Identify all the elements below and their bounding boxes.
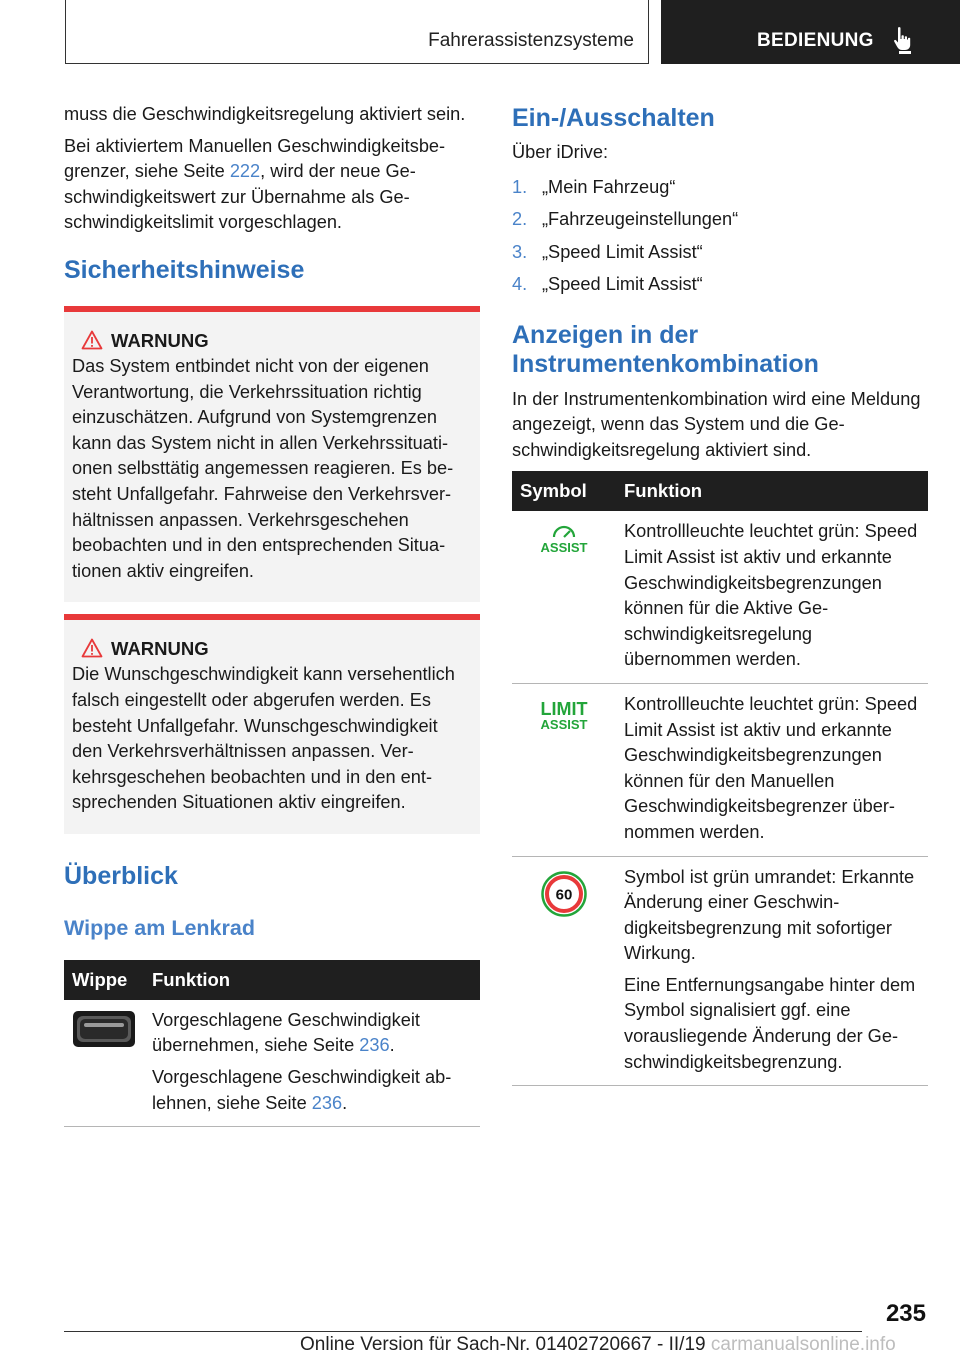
sign-description-2: Eine Entfernungsangabe hinter dem Symbol signalisiert ggf. eine vorausliegende Änderung der Geschwindigkeitsbegrenzung. bbox=[624, 974, 916, 1072]
hand-pointer-icon bbox=[893, 26, 917, 54]
intro-text-a: Bei aktiviertem Manuellen Geschwindigkeitsbegrenzer, siehe Seite bbox=[64, 135, 446, 182]
function-cell bbox=[616, 856, 928, 1086]
header-chapter-tab bbox=[661, 0, 960, 64]
warning-label: WARNUNG bbox=[111, 638, 209, 660]
intro-paragraph-2 bbox=[64, 134, 480, 236]
display-heading: Anzeigen in der Instrumentenkombination bbox=[512, 320, 819, 378]
list-item bbox=[512, 268, 928, 301]
limit-assist-description: Kontrollleuchte leuchtet grün: Speed Limit Assist ist aktiv und erkannte Geschwindigkeitsbegrenzungen können für den Manuellen Geschwindigkeitsbegrenzer übernommen werden. bbox=[624, 693, 918, 842]
function-cell bbox=[616, 683, 928, 856]
rocker-heading: Wippe am Lenkrad bbox=[64, 915, 255, 940]
assist-indicator-icon bbox=[520, 525, 608, 555]
warning-text: Das System entbindet nicht von der eigenen Verantwortung, die Verkehrssituation richtig einzuschätzen. Aufgrund von Systemgrenzen kann das System nicht in allen Verkehrssituationen selbsttätig angemessen reagieren. Es besteht Unfallgefahr. Fahrweise den Verkehrsverhältnissen anpassen. Verkehrsgeschehen beobachten und in den entsprechenden Situationen aktiv eingreifen. bbox=[72, 355, 454, 581]
footer-online-version bbox=[300, 1334, 896, 1356]
rocker-reject-text bbox=[152, 1065, 472, 1116]
page-link-236[interactable]: 236 bbox=[311, 1092, 343, 1113]
step-text: „Speed Limit Assist“ bbox=[542, 241, 703, 262]
overview-heading: Überblick bbox=[64, 861, 178, 890]
symbol-table bbox=[512, 471, 928, 1086]
onoff-heading: Ein-/Ausschalten bbox=[512, 104, 715, 132]
rocker-icon-cell bbox=[64, 1000, 144, 1127]
footer-divider bbox=[64, 1331, 862, 1332]
table-row bbox=[512, 856, 928, 1086]
column-header-function: Funktion bbox=[144, 960, 480, 1000]
warning-box-1 bbox=[64, 306, 480, 602]
right-column bbox=[512, 102, 928, 1086]
warning-box-2 bbox=[64, 614, 480, 834]
table-row bbox=[512, 511, 928, 683]
symbol-cell bbox=[512, 856, 616, 1086]
function-cell bbox=[616, 511, 928, 683]
reject-period: . bbox=[342, 1092, 348, 1113]
page-link-222[interactable]: 222 bbox=[229, 161, 261, 182]
speed-limit-value: 60 bbox=[555, 886, 573, 903]
table-row bbox=[64, 1000, 480, 1127]
step-number: 3. bbox=[512, 241, 528, 262]
warning-header bbox=[72, 636, 470, 662]
step-number: 2. bbox=[512, 209, 528, 230]
step-number: 1. bbox=[512, 176, 528, 197]
limit-assist-indicator-icon bbox=[520, 700, 608, 732]
sign-description-1: Symbol ist grün umrandet: Erkannte Änderung einer Geschwindigkeitsbegrenzung mit sofortiger Wirkung. bbox=[624, 866, 915, 964]
header-chapter-title: BEDIENUNG bbox=[757, 30, 874, 51]
page-number: 235 bbox=[885, 1300, 926, 1327]
speed-limit-sign-icon bbox=[541, 871, 587, 917]
intro-text-b: , wird der neue Geschwindigkeitswert zur Übernahme als Geschwindigkeitslimit vorgeschlagen. bbox=[64, 161, 416, 233]
step-text: „Mein Fahrzeug“ bbox=[542, 176, 676, 197]
rocker-accept-text bbox=[152, 1008, 472, 1059]
assist-label: ASSIST bbox=[540, 540, 588, 556]
header-section-tab bbox=[65, 0, 649, 64]
intro-paragraph-1: muss die Geschwindigkeitsregelung aktiviert sein. bbox=[64, 104, 466, 124]
step-text: „Speed Limit Assist“ bbox=[542, 274, 703, 295]
column-header-function: Funktion bbox=[616, 471, 928, 511]
reject-text: Vorgeschlagene Geschwindigkeit ablehnen, siehe Seite bbox=[152, 1067, 452, 1113]
step-text: „Fahrzeugeinstellungen“ bbox=[542, 209, 739, 230]
accept-period: . bbox=[389, 1035, 395, 1056]
page-link-236[interactable]: 236 bbox=[359, 1035, 390, 1056]
assist-description: Kontrollleuchte leuchtet grün: Speed Limit Assist ist aktiv und erkannte Geschwindigkeitsbegrenzungen können für die Aktive Geschwindigkeitsregelung übernommen werden. bbox=[624, 521, 918, 670]
watermark-text: carmanualsonline.info bbox=[710, 1334, 896, 1355]
warning-text: Die Wunschgeschwindigkeit kann versehentlich falsch eingestellt oder abgerufen werden. Es besteht Unfallgefahr. Wunschgeschwindigkeit den Verkehrsverhältnissen anpassen. Verkehrsgeschehen beobachten und in den entsprechenden Situationen aktiv eingreifen. bbox=[72, 664, 455, 813]
list-item bbox=[512, 203, 928, 236]
step-number: 4. bbox=[512, 274, 528, 295]
column-header-symbol: Symbol bbox=[512, 471, 616, 511]
assist-label: ASSIST bbox=[540, 716, 588, 732]
rocker-function-cell bbox=[144, 1000, 480, 1127]
speed-limit-sign-wrapper bbox=[520, 871, 608, 925]
online-version-text: Online Version für Sach-Nr. 01402720667 - II/19 bbox=[300, 1334, 706, 1355]
column-header-rocker: Wippe bbox=[64, 960, 144, 1000]
via-idrive-text: Über iDrive: bbox=[512, 142, 609, 162]
speedometer-arc-icon bbox=[551, 525, 577, 539]
warning-label: WARNUNG bbox=[111, 329, 209, 351]
steering-rocker-icon bbox=[72, 1010, 136, 1048]
symbol-cell bbox=[512, 683, 616, 856]
warning-triangle-icon bbox=[81, 330, 103, 350]
limit-label: LIMIT bbox=[540, 698, 588, 719]
list-item bbox=[512, 171, 928, 204]
table-row bbox=[512, 683, 928, 856]
left-column bbox=[64, 102, 480, 1127]
safety-heading: Sicherheitshinweise bbox=[64, 255, 305, 284]
display-intro: In der Instrumentenkombination wird eine Meldung angezeigt, wenn das System und die Geschwindigkeitsregelung aktiviert sind. bbox=[512, 388, 921, 460]
rocker-table bbox=[64, 960, 480, 1127]
warning-triangle-icon bbox=[81, 638, 103, 658]
warning-header bbox=[72, 328, 470, 354]
accept-text: Vorgeschlagene Geschwindigkeit übernehmen, siehe Seite bbox=[152, 1009, 420, 1056]
list-item bbox=[512, 236, 928, 269]
idrive-steps bbox=[512, 171, 928, 301]
symbol-cell bbox=[512, 511, 616, 683]
header-section-title: Fahrerassistenzsysteme bbox=[428, 30, 634, 51]
